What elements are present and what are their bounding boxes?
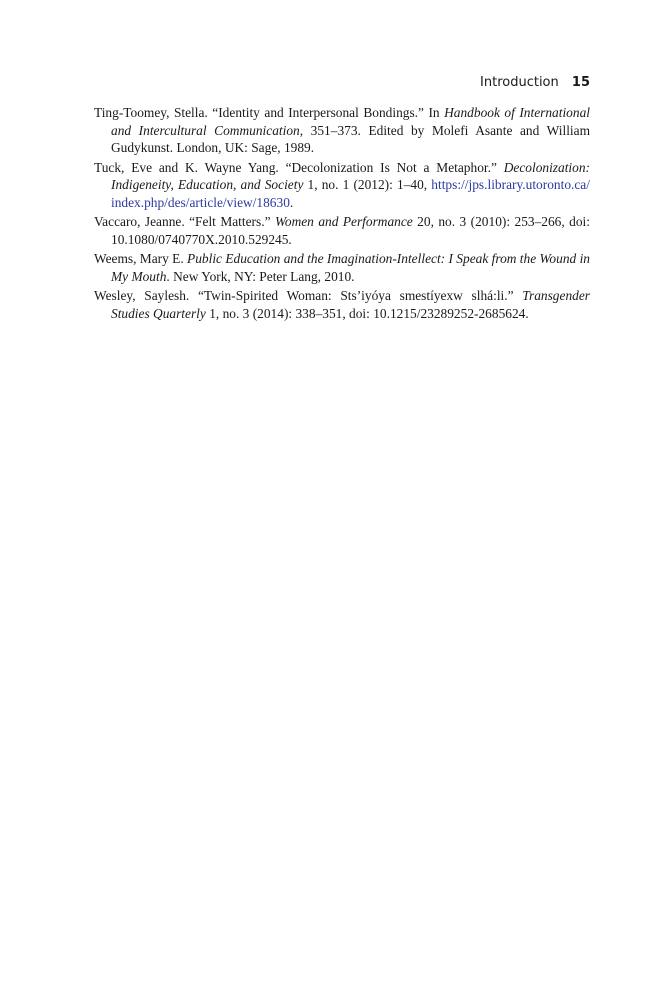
running-head-title: Introduction bbox=[480, 75, 559, 90]
reference-list bbox=[94, 104, 590, 324]
reference-entry bbox=[94, 287, 590, 322]
reference-source-title: Public Education and the Imagination-Intellect: I Speak from the Wound in My Mouth bbox=[111, 251, 590, 284]
running-head bbox=[480, 75, 590, 90]
reference-source-title: Handbook of International and Intercultural Communication bbox=[111, 105, 590, 138]
reference-details: . New York, NY: Peter Lang, 2010. bbox=[166, 268, 355, 284]
page-number: 15 bbox=[571, 75, 590, 90]
reference-details: 1, no. 1 (2012): 1–40, bbox=[303, 177, 432, 192]
reference-text: Weems, Mary E. bbox=[94, 251, 188, 266]
reference-tail: . bbox=[289, 194, 294, 210]
reference-source-title: Women and Performance bbox=[274, 214, 413, 229]
reference-entry bbox=[94, 213, 590, 248]
reference-source-title: Transgender Studies Quarterly bbox=[111, 288, 590, 321]
reference-entry bbox=[94, 159, 590, 212]
reference-link[interactable]: https://jps.library.utoronto.ca/index.php/des/article/view/18630 bbox=[111, 177, 590, 210]
reference-text: Tuck, Eve and K. Wayne Yang. “Decolonization Is Not a Metaphor.” bbox=[94, 159, 504, 175]
reference-details: 1, no. 3 (2014): 338–351, doi: 10.1215/23289252-2685624. bbox=[205, 305, 529, 321]
reference-details: 20, no. 3 (2010): 253–266, doi: 10.1080/0740770X.2010.529245. bbox=[111, 214, 590, 247]
reference-details: , 351–373. Edited by Molefi Asante and William Gudykunst. London, UK: Sage, 1989. bbox=[111, 122, 591, 155]
reference-entry bbox=[94, 104, 590, 157]
reference-text: Wesley, Saylesh. “Twin-Spirited Woman: Sts’iyóya smestíyexw slhá:li.” bbox=[94, 288, 523, 303]
reference-text: Ting-Toomey, Stella. “Identity and Interpersonal Bondings.” In bbox=[94, 105, 445, 120]
reference-source-title: Decolonization: Indigeneity, Education, and Society bbox=[111, 159, 590, 192]
reference-entry bbox=[94, 250, 590, 285]
reference-text: Vaccaro, Jeanne. “Felt Matters.” bbox=[94, 214, 275, 229]
